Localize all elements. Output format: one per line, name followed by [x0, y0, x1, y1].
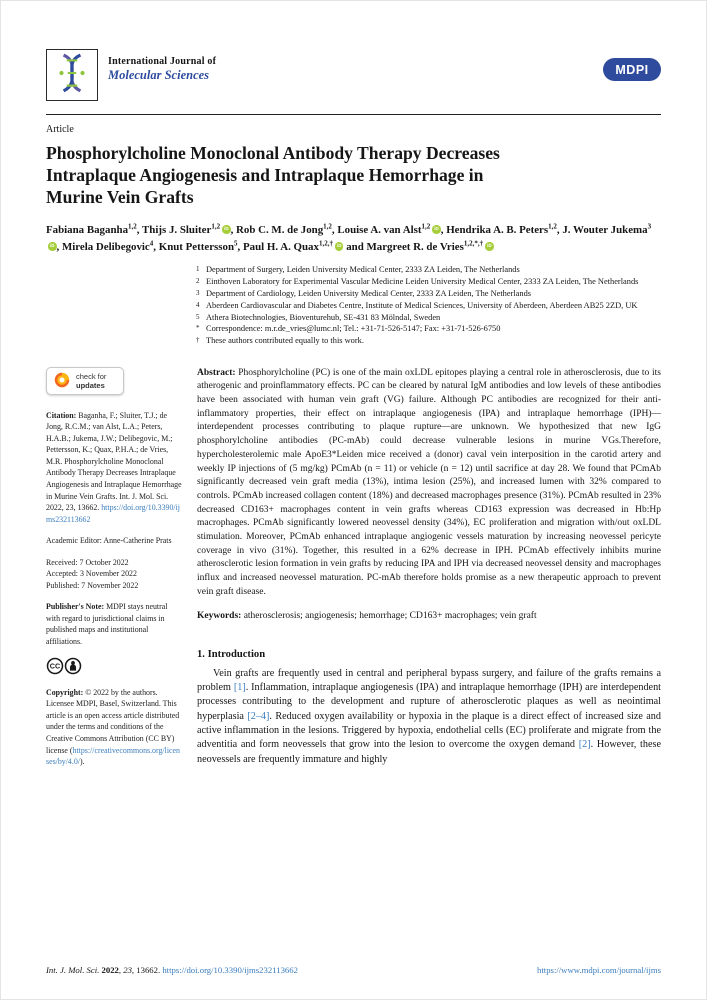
author-name: and Margreet R. de Vries$^{1,2,*,\dagger}$ iD [346, 239, 492, 254]
author-name: Louise A. van Alst$^{1,2}$ iD , [337, 222, 447, 237]
check-for-updates-badge[interactable] [46, 367, 124, 395]
affiliation-text: Correspondence: m.r.de_vries@lumc.nl; Tel.: +31-71-526-5147; Fax: +31-71-526-6750 [206, 324, 501, 334]
author-name: Rob C. M. de Jong$^{1,2}$, [236, 222, 338, 237]
affiliation-marker: * [196, 324, 200, 333]
publishers-note: Publisher's Note: MDPI stays neutral with regard to jurisdictional claims in published maps and institutional affiliations. [46, 602, 168, 646]
affiliation-row [196, 335, 661, 347]
affiliation-marker: 3 [196, 288, 200, 297]
affiliation-marker: † [196, 336, 200, 345]
cc-by-badge[interactable] [46, 657, 182, 679]
crossmark-icon [54, 372, 70, 390]
footer-citation: Int. J. Mol. Sci. 2022, 23, 13662. https://doi.org/10.3390/ijms232113662 [46, 965, 298, 975]
reference-link[interactable]: [1] [233, 682, 246, 694]
paper-title-line: Murine Vein Grafts [46, 187, 194, 208]
author-name: Fabiana Baganha$^{1,2}$, [46, 222, 143, 237]
footer-journal-link[interactable]: https://www.mdpi.com/journal/ijms [537, 965, 661, 975]
correspondence-email-link[interactable]: m.r.de_vries@lumc.nl [264, 324, 340, 334]
author-affiliation-superscript: 1,2 [128, 222, 137, 231]
check-for-updates-label: check for updates [76, 371, 107, 390]
left-sidebar [46, 367, 182, 778]
affiliation-text: Aberdeen Cardiovascular and Diabetes Centre, Institute of Medical Sciences, University of Aberdeen, Aberdeen AB25 2ZD, UK [206, 300, 638, 310]
footer-doi-link[interactable]: https://doi.org/10.3390/ijms232113662 [162, 965, 298, 975]
publishers-note-label: Publisher's Note: [46, 602, 105, 612]
license-link[interactable]: https://creativecommons.org/licenses/by/4.0/ [46, 745, 180, 767]
affiliation-row [196, 288, 661, 300]
affiliations-list [196, 264, 661, 346]
page-footer [46, 965, 661, 975]
journal-brand [46, 49, 216, 101]
citation-block: Citation: Baganha, F.; Sluiter, T.J.; de Jong, R.C.M.; van Alst, L.A.; Peters, H.A.B.; Jukema, J.W.; Delibegovic, M.; Pettersson, K.; Quax, P.H.A.; de Vries, M.R. Phosphorylcholine Monoclonal Antibody Therapy Decreases Intraplaque Angiogenesis and Intraplaque Hemorrhage in Murine Vein Grafts. Int. J. Mol. Sci. 2022, 23, 13662. https://doi.org/10.3390/ijms232113662 [46, 410, 182, 524]
author-affiliation-superscript: 1,2,*,† [463, 239, 484, 248]
affiliation-marker: 1 [196, 265, 200, 274]
copyright-block: Copyright: © 2022 by the authors. Licensee MDPI, Basel, Switzerland. This article is an open access article distributed under the terms and conditions of the Creative Commons Attribution (CC BY) license (https://creativecommons.org/licenses/by/4.0/). [46, 687, 180, 767]
orcid-icon[interactable]: iD [432, 225, 441, 234]
affiliation-marker: 4 [196, 300, 200, 309]
affiliation-row [196, 323, 661, 335]
author-name: J. Wouter Jukema$^3$iD , [50, 222, 652, 254]
main-column [197, 367, 661, 778]
author-affiliation-superscript: 1,2 [323, 222, 332, 231]
journal-name-line1: International Journal of [108, 56, 217, 67]
mdpi-logo[interactable]: MDPI [603, 58, 661, 81]
affiliation-marker: 2 [196, 277, 200, 286]
author-affiliation-superscript: 5 [234, 239, 238, 248]
author-name: Knut Pettersson$^5$, [158, 239, 243, 254]
author-affiliation-superscript: 1,2 [421, 222, 431, 231]
citation-label: Citation: [46, 410, 77, 420]
abstract-label: Abstract: [197, 367, 236, 378]
author-affiliation-superscript: 1,2,† [318, 239, 333, 248]
author-name: Paul H. A. Quax$^{1,2,\dagger}$ iD [243, 239, 342, 254]
author-name: Thijs J. Sluiter$^{1,2}$ iD , [142, 222, 237, 237]
date-line: Received: 7 October 2022 [46, 557, 129, 567]
affiliation-marker: 5 [196, 312, 200, 321]
authors-line [46, 221, 661, 255]
abstract: Abstract: Phosphorylcholine (PC) is one of the main oxLDL epitopes playing a central role in atherosclerosis, due to its atherogenic and proinflammatory effects. PC can be cleared by natural IgM antibodies and low levels of these antibodies have been associated with human vein graft (VG) failure. Although PC antibodies are recognized for their anti-inflammatory properties, their effect on intraplaque angiogenesis (IPA) and intraplaque hemorrhage (IPH)—interdependent processes contributing to plaque rupture—are unknown. We hypothesized that new IgG phosphorylcholine antibodies (PC-mAb) could decrease vulnerable lesions in murine VGs.Therefore, hypercholesterolemic male ApoE3*Leiden mice received a (donor) caval vein interposition in the carotid artery and weekly IP injections of (5 mg/kg) PCmAb (n = 11) or vehicle (n = 12) until sacrifice at day 28. We found that PCmAb significantly decreased vein graft media (13%), intima lesion (25%), and increased lumen with 32% compared to controls. PCmAb increased collagen content (18%) and decreased macrophages presence (31%). PCmAb resulted in 23% decreased CD163+ macrophages content in vein grafts whereas CD163 expression was decreased in Hb:Hp macrophages. PCmAb significantly lowered neovessel density (34%), EC proliferation and migration with/out oxLDL stimulation. Moreover, PCmAb enhanced intraplaque angiogenic vessels maturation by increasing neovessel pericyte coverage in vivo (31%). Together, this resulted in a 62% decrease in IPH. PCmAb effectively inhibits murine atherosclerotic lesion formation in vein grafts by reducing IPA and IPH via decreased neovessel density and macrophages influx and increased neovessel maturation. PC-mAb therefore holds promise as a new therapeutic approach to prevent vein graft disease. [197, 367, 661, 597]
affiliation-text: These authors contributed equally to this work. [206, 336, 364, 346]
orcid-icon[interactable]: iD [335, 242, 344, 251]
ijms-logo [46, 49, 98, 101]
affiliation-row [196, 312, 661, 324]
academic-editor: Academic Editor: Anne-Catherine Prats [46, 536, 172, 546]
affiliation-text: Athera Biotechnologies, Bioventurehub, SE-431 83 Mölndal, Sweden [206, 312, 441, 322]
date-line: Published: 7 November 2022 [46, 580, 139, 590]
date-line: Accepted: 3 November 2022 [46, 569, 137, 579]
affiliation-row [196, 264, 661, 276]
paper-title [46, 142, 661, 208]
keywords: Keywords: atherosclerosis; angiogenesis; hemorrhage; CD163+ macrophages; vein graft [197, 611, 537, 622]
citation-doi-link[interactable]: https://doi.org/10.3390/ijms232113662 [46, 503, 181, 524]
page-header [46, 49, 661, 101]
author-name: Hendrika A. B. Peters$^{1,2}$, [446, 222, 563, 237]
reference-link[interactable]: [2–4] [247, 710, 270, 722]
paper-title-line: Phosphorylcholine Monoclonal Antibody Therapy Decreases [46, 143, 500, 163]
affiliation-row [196, 276, 661, 288]
affiliation-text: Einthoven Laboratory for Experimental Vascular Medicine Leiden University Medical Center, 2333 ZA Leiden, The Netherlands [206, 277, 639, 287]
keywords-label: Keywords: [197, 611, 242, 622]
author-affiliation-superscript: 4 [149, 239, 154, 248]
affiliation-text: Department of Cardiology, Leiden University Medical Center, 2333 ZA Leiden, The Netherlands [206, 288, 532, 298]
orcid-icon[interactable]: iD [222, 225, 231, 234]
paper-title-line: Intraplaque Angiogenesis and Intraplaque Hemorrhage in [46, 165, 484, 186]
journal-name [108, 56, 216, 101]
reference-link[interactable]: [2] [578, 739, 591, 751]
journal-name-line2: Molecular Sciences [108, 68, 210, 82]
orcid-icon[interactable]: iD [48, 242, 57, 251]
introduction-paragraph: Vein grafts are frequently used in central and peripheral bypass surgery, and failure of the grafts remains a problem [1]. Inflammation, intraplaque angiogenesis (IPA) and intraplaque hemorrhage (IPH) are interdependent processes contributing to the development and rupture of atherosclerotic plaques as well as neointimal hyperplasia [2–4]. Reduced oxygen availability or hypoxia in the plaque is a direct effect of increased size and active inflammation in the lesions. Triggered by hypoxia, endothelial cells (EC) proliferate and migrate from the adventitia and form neovessels that grow into the lesion to overcome the oxygen demand [2]. However, these neovessels are frequently immature and highly [197, 667, 662, 765]
cc-by-icon [46, 662, 82, 677]
article-type-label: Article [46, 124, 74, 135]
affiliation-row [196, 300, 661, 312]
svg-text:CC: CC [49, 662, 61, 672]
dna-helix-icon [54, 53, 90, 98]
orcid-icon[interactable]: iD [485, 242, 494, 251]
author-affiliation-superscript: 1,2 [211, 222, 221, 231]
copyright-label: Copyright: [46, 687, 84, 697]
affiliation-text: Department of Surgery, Leiden University Medical Center, 2333 ZA Leiden, The Netherlands [206, 265, 520, 275]
header-divider [46, 114, 661, 115]
introduction-heading: 1. Introduction [197, 648, 266, 660]
author-affiliation-superscript: 3 [647, 222, 652, 231]
history-dates [46, 557, 182, 592]
author-affiliation-superscript: 1,2 [548, 222, 557, 231]
content-row [46, 367, 661, 778]
author-name: Mirela Delibegovic$^4$, [61, 239, 159, 254]
